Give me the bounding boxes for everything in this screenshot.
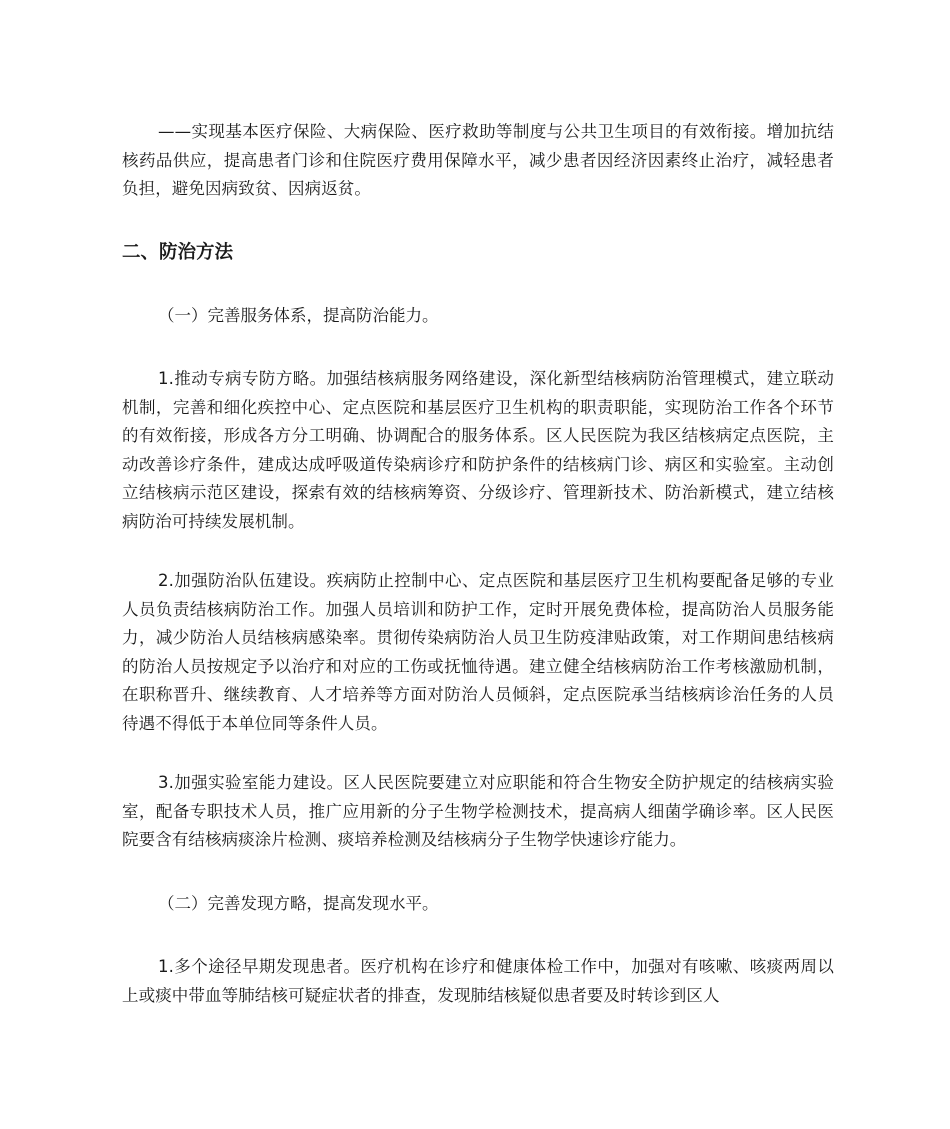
paragraph-1: 1.推动专病专防方略。加强结核病服务网络建设，深化新型结核病防治管理模式，建立联动机制，完善和细化疾控中心、定点医院和基层医疗卫生机构的职责职能，实现防治工作各个环节的有效衔接，形成各方分工明确、协调配合的服务体系。区人民医院为我区结核病定点医院，主动改善诊疗条件，建成达成呼吸道传染病诊疗和防护条件的结核病门诊、病区和实验室。主动创立结核病示范区建设，探索有效的结核病筹资、分级诊疗、管理新技术、防治新模式，建立结核病防治可持续发展机制。 [122,369,834,531]
section-heading: 二、防治方法 [122,241,234,263]
paragraph-2: 2.加强防治队伍建设。疾病防止控制中心、定点医院和基层医疗卫生机构要配备足够的专业人员负责结核病防治工作。加强人员培训和防护工作，定时开展免费体检，提高防治人员服务能力，减少防治人员结核病感染率。贯彻传染病防治人员卫生防疫津贴政策，对工作期间患结核病的防治人员按规定予以治疗和对应的工伤或抚恤待遇。建立健全结核病防治工作考核激励机制，在职称晋升、继续教育、人才培养等方面对防治人员倾斜，定点医院承当结核病诊治任务的人员待遇不得低于本单位同等条件人员。 [122,571,834,733]
subsection-heading-2: （二）完善发现方略，提高发现水平。 [158,893,439,913]
document-body [122,118,834,1010]
paragraph-4: 1.多个途径早期发现患者。医疗机构在诊疗和健康体检工作中，加强对有咳嗽、咳痰两周以上或痰中带血等肺结核可疑症状者的排查，发现肺结核疑似患者要及时转诊到区人 [122,957,834,1005]
paragraph-3: 3.加强实验室能力建设。区人民医院要建立对应职能和符合生物安全防护规定的结核病实验室，配备专职技术人员，推广应用新的分子生物学检测技术，提高病人细菌学确诊率。区人民医院要含有结核病痰涂片检测、痰培养检测及结核病分子生物学快速诊疗能力。 [122,773,834,849]
intro-paragraph: ——实现基本医疗保险、大病保险、医疗救助等制度与公共卫生项目的有效衔接。增加抗结核药品供应，提高患者门诊和住院医疗费用保障水平，减少患者因经济因素终止治疗，减轻患者负担，避免因病致贫、因病返贫。 [122,122,834,198]
subsection-heading-1: （一）完善服务体系，提高防治能力。 [158,305,439,325]
